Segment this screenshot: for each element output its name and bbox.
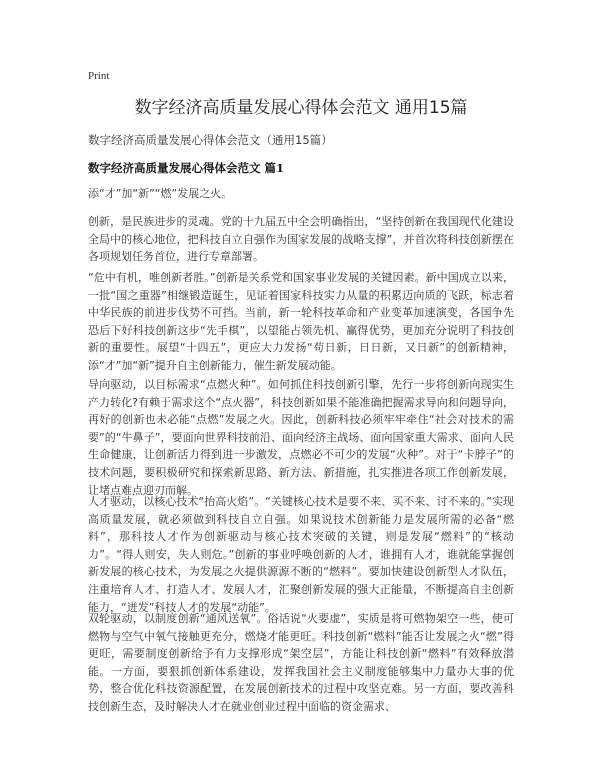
paragraph: 导向驱动，以目标需求“点燃火种”。如何抓住科技创新引擎，先行一步将创新向现实生产力转化?有赖于需求这个“点火器”，科技创新如果不能准确把握需求导向和问题导向，再好的创新也未必能“点燃”发展之火。因此，创新科技必须牢牢牵住“社会对技术的需要”的“牛鼻子”，要面向世界科技前沿、面向经济主战场、面向国家重大需求、面向人民生命健康，让创新活力得到进一步激发，点燃必不可少的发展“火种”。对于“卡脖子”的技术问题，要积极研究和探索新思路、新方法、新措施，扎实推进各项工作创新发展，让堵点难点迎刃而解。 xyxy=(88,378,514,497)
paragraph: “危中有机，唯创新者胜。”创新是关系党和国家事业发展的关键因素。新中国成立以来，一批“国之重器”相继锻造诞生，见证着国家科技实力从量的积累迈向质的飞跃，标志着中华民族的前进步伐势不可挡。当前，新一轮科技革命和产业变革加速演变，各国争先恐后下好科技创新这步“先手棋”，以望能占领先机、赢得优势，更加充分说明了科技创新的重要性。展望“十四五”，更应大力发扬“苟日新，日日新，又日新”的创新精神，添“才”加“新”提升自主创新能力，催生新发展动能。 xyxy=(88,271,514,372)
section-heading: 数字经济高质量发展心得体会范文 篇1 xyxy=(88,161,285,175)
document-title: 数字经济高质量发展心得体会范文 通用15篇 xyxy=(134,98,468,118)
paragraph: 创新，是民族进步的灵魂。党的十九届五中全会明确指出，“坚持创新在我国现代化建设全局中的核心地位，把科技自立自强作为国家发展的战略支撑”，并首次将科技创新摆在各项规划任务首位，进行专章部署。 xyxy=(88,215,514,264)
paragraph-lead: 添“才”加“新”“燃”发展之火。 xyxy=(88,187,233,200)
print-link[interactable]: Print xyxy=(88,70,110,82)
document-subtitle: 数字经济高质量发展心得体会范文（通用15篇） xyxy=(88,133,333,147)
paragraph: 人才驱动，以核心技术“抬高火焰”。“关键核心技术是要不来、买不来、讨不来的。”实现高质量发展，就必须做到科技自立自强。如果说技术创新能力是发展所需的必备“燃料”，那科技人才作为创新驱动与核心技术突破的关键，则是发展“燃料”的“核动力”。“得人则安，失人则危。”创新的事业呼唤创新的人才，谁拥有人才，谁就能掌握创新发展的核心技术，为发展之火提供源源不断的“燃料”。要加快建设创新型人才队伍，注重培育人才、打造人才、发展人才，汇聚创新发展的强大正能量，不断提高自主创新能力，“迸发”科技人才的发展“动能”。 xyxy=(88,495,514,614)
paragraph: 双轮驱动，以制度创新“通风送氧”。俗话说“火要虚”，实质是将可燃物架空一些，使可燃物与空气中氧气接触更充分，燃烧才能更旺。科技创新“燃料”能否让发展之火“燃”得更旺，需要制度创新给予有力支撑形成“架空层”，方能让科技创新“燃料”有效释放潜能。一方面，要狠抓创新体系建设，发挥我国社会主义制度能够集中力量办大事的优势，整合优化科技资源配置，在发展创新技术的过程中攻坚克难。另一方面，要改善科技创新生态，及时解决人才在就业创业过程中面临的资金需求、 xyxy=(88,612,514,713)
